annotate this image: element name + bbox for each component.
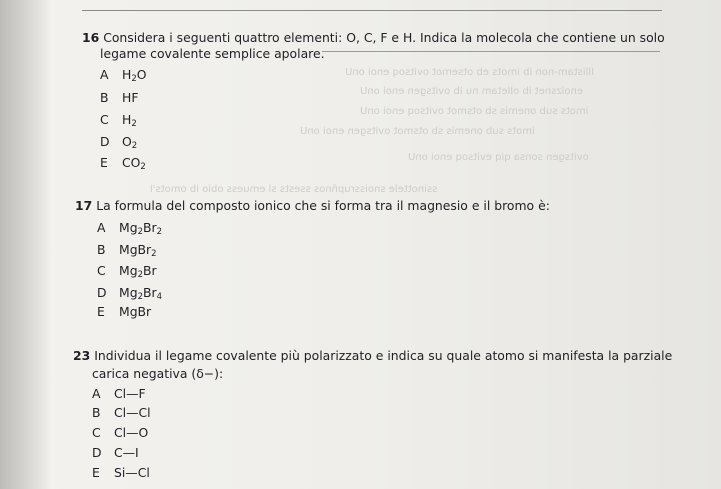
question-text: La formula del composto ionico che si forma tra il magnesio e il bromo è: [96,198,550,213]
bleed-through-text: imots sub onemis sb otsmot ovitsoq enoi onU [360,106,589,117]
question-23-line2: carica negativa (δ−): [92,366,224,381]
option-17-d[interactable]: D $Mg_2Br_4$ [97,285,163,302]
option-letter: A [97,220,106,235]
option-16-a[interactable]: A $H_2O$ [100,67,147,84]
question-number: 17 [75,198,93,213]
option-letter: A [100,67,109,82]
option-17-a[interactable]: A $Mg_2Br_2$ [97,220,163,237]
bleed-through-text: Illistam-non ib imots eb otsemot ovitsoq enoi onU [345,67,595,78]
option-23-b[interactable]: B Cl—Cl [92,405,151,420]
option-23-d[interactable]: D C—I [92,445,139,460]
option-letter: C [100,112,109,127]
section-rule [322,51,660,52]
option-17-c[interactable]: C $Mg_2Br$ [97,263,157,280]
question-16 [82,30,665,46]
question-17 [75,198,550,214]
option-16-b[interactable]: B HF [100,90,139,105]
option-letter: A [92,386,101,401]
option-letter: D [97,285,107,300]
option-23-e[interactable]: E Si—Cl [92,465,150,480]
bleed-through-text: ovitsgen sonsa qiq evitsoq enoi onU [408,152,589,163]
question-text: Individua il legame covalente più polarizzato e indica su quale atomo si manifesta la parziale [94,348,673,363]
question-16-line2: legame covalente semplice apolare. [100,46,325,61]
option-16-c[interactable]: C $H_2$ [100,112,137,129]
page-shadow [0,0,52,489]
option-letter: D [100,134,110,149]
option-17-b[interactable]: B MgBr$_2$ [97,242,157,259]
question-number: 16 [82,30,100,45]
option-23-c[interactable]: C Cl—O [92,425,149,440]
option-17-e[interactable]: E MgBr [97,304,152,319]
bleed-through-text: ssinottele snoissrupñnos ssests sl emuess obio ib omots'l [150,184,438,195]
question-number: 23 [73,348,91,363]
option-letter: E [97,304,105,319]
question-text: Considera i seguenti quattro elementi: O, C, F e H. Indica la molecola che contiene un solo [103,30,665,45]
option-letter: D [92,445,102,460]
bleed-through-text: imots sub onemis sb otsmot ovitsgen enoi onU [300,126,535,137]
top-rule [82,10,662,11]
question-23 [73,348,672,364]
bleed-through-text: enoizsnet ib olletam nu ib ovitsgen enoi onU [360,86,583,97]
option-16-d[interactable]: D $O_2$ [100,134,138,151]
option-letter: C [92,425,101,440]
option-letter: B [97,242,106,257]
option-letter: B [92,405,101,420]
option-letter: B [100,90,109,105]
option-16-e[interactable]: E $CO_2$ [100,155,146,172]
option-letter: E [100,155,108,170]
option-letter: C [97,263,106,278]
option-letter: E [92,465,100,480]
option-23-a[interactable]: A Cl—F [92,386,146,401]
